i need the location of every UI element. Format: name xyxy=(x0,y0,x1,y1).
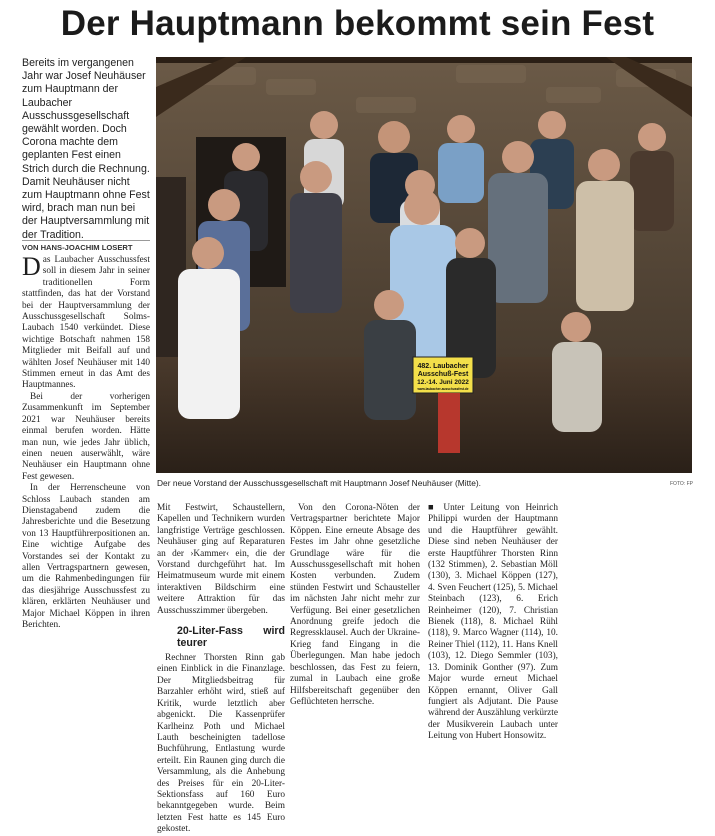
photo-caption: Der neue Vorstand der Ausschussgesellschaft mit Hauptmann Josef Neuhäuser (Mitte). xyxy=(157,478,481,488)
sign-line-3: 12.-14. Juni 2022 xyxy=(417,379,469,386)
festival-sign xyxy=(413,357,473,393)
paragraph-2: Bei der vorherigen Zusammenkunft im September 2021 war Neuhäuser bereits einmal berufen worden. Hätte man nun, wie jedes Jahr üblich, einen neuen auserwählt, wäre Neuhäuser ein Hauptmann ohne Fest gewesen. xyxy=(22,391,150,482)
paragraph-4: Mit Festwirt, Schaustellern, Kapellen und Technikern wurden langfristige Verträge geschlossen. Neuhäuser ging auf Reparaturen an der ›Kammer‹ ein, die der Vorstand durchgeführt hat. Im Heimatmuseum wurde mit einem interaktiven Bildschirm eine weitere Attraktion für das Ausschusszimmer übergeben. xyxy=(157,503,285,616)
sign-line-4: www.laubacher-ausschussfest.de xyxy=(417,387,469,391)
lead-text: Bereits im vergangenen Jahr war Josef Neuhäuser zum Hauptmann der Laubacher Ausschussgesellschaft gewählt worden. Doch Corona machte dem geplanten Fest einen Strich durch die Rechnung. Damit Neuhäuser nicht zum Hauptmann ohne Fest wird, brach man nun bei der Hauptversammlung mit der Tradition. xyxy=(22,57,150,241)
drop-cap: D xyxy=(22,252,41,281)
paragraph-1: as Laubacher Ausschussfest soll in diesem Jahr in seiner traditionellen Form stattfinden, das hat der Vorstand bei der Hauptversammlung der Ausschussgesellschaft Solms-Laubach 1540 verkündet. Diese wichtige Botschaft nahmen 158 Mitglieder mit Beifall auf und wählten Josef Neuhäuser mit 140 Stimmen erneut in das Amt des Hauptmannes. xyxy=(22,255,150,391)
paragraph-3: In der Herrenscheune von Schloss Laubach standen am Dienstagabend zudem die Jahresberichte und die Besetzung von 13 Hauptführerpositionen an. Eine wichtige Aufgabe des Vorstandes sei der Kontakt zu allen Vertragspartnern gewesen, um die Rahmenbedingungen für das diesjährige Ausschussfest zu klären, erklärten Neuhäuser und Major Michael Köppen in ihren Berichten. xyxy=(22,483,150,630)
group-photo-illustration xyxy=(156,57,692,473)
article-column-2 xyxy=(157,503,285,836)
sign-line-1: 482. Laubacher xyxy=(417,363,469,370)
subheading: 20-Liter-Fass wird teurer xyxy=(177,625,285,650)
headline: Der Hauptmann bekommt sein Fest xyxy=(60,4,655,43)
paragraph-6: Von den Corona-Nöten der Vertragspartner berichtete Major Köppen. Eine erneute Absage des Festes im Jahr ohne gesetzliche Grundlage wäre für die Ausschussgesellschaft mit hohen Kosten verbunden. Zudem stünden Festwirt und Schausteller im nächsten Jahr nicht mehr zur Verfügung. Bei einer gesetzlichen Anordnung greife jedoch die Regressklausel. Auch der Ukraine-Krieg fand Eingang in die Überlegungen. Man habe jedoch beschlossen, das Fest zu feiern, zumal in Laubach eine große Hilfsbereitschaft gegenüber den Geflüchteten herrsche. xyxy=(290,503,420,707)
group-photo xyxy=(156,57,692,473)
paragraph-7: ■ Unter Leitung von Heinrich Philippi wurden der Hauptmann und die Hauptführer gewählt. Diese sind neben Neuhäuser der erste Hauptführer Thorsten Rinn (132 Stimmen), 2. Sebastian Möll (130), 3. Michael Köppen (127), 4. Sven Feuchert (125), 5. Michael Steinbach (123), 6. Erich Reinheimer (120), 7. Christian Bienek (118), 8. Michael Rühl (118), 9. Marco Wagner (114), 10. Reiner Thiel (112), 11. Hans Knell (103), 12. Diego Semmler (103), 13. Dominik Gonther (97). Zum Major wurde erneut Michael Köppen ernannt, Oliver Gall fungiert als Adjutant. Die Pause während der Auszählung verkürzte der Musikverein Laubach unter Leitung von Hubert Honsowitz. xyxy=(428,503,558,742)
sign-line-2: Ausschuß-Fest xyxy=(417,371,469,378)
article-column-4 xyxy=(428,503,558,743)
author-byline: VON HANS-JOACHIM LOSERT xyxy=(22,240,150,252)
paragraph-5: Rechner Thorsten Rinn gab einen Einblick in die Finanzlage. Der Mitgliedsbeitrag für Barzahler erhöht wird, stieß auf Kritik, wurde letztlich aber abgenickt. Die Kassenprüfer Karlheinz Poth und Michael Lauth bescheinigten tadellose Buchführung, Entlastung wurde erteilt. Ein Raunen ging durch die Versammlung, als die Anhebung des Preises für ein 20-Liter-Sektionsfass auf 160 Euro bekanntgegeben wurde. Beim letzten Fest hatte es 145 Euro gekostet. xyxy=(157,653,285,835)
photo-credit: FOTO: FP xyxy=(670,481,693,487)
article-column-3 xyxy=(290,503,420,708)
article-column-1 xyxy=(22,252,150,631)
